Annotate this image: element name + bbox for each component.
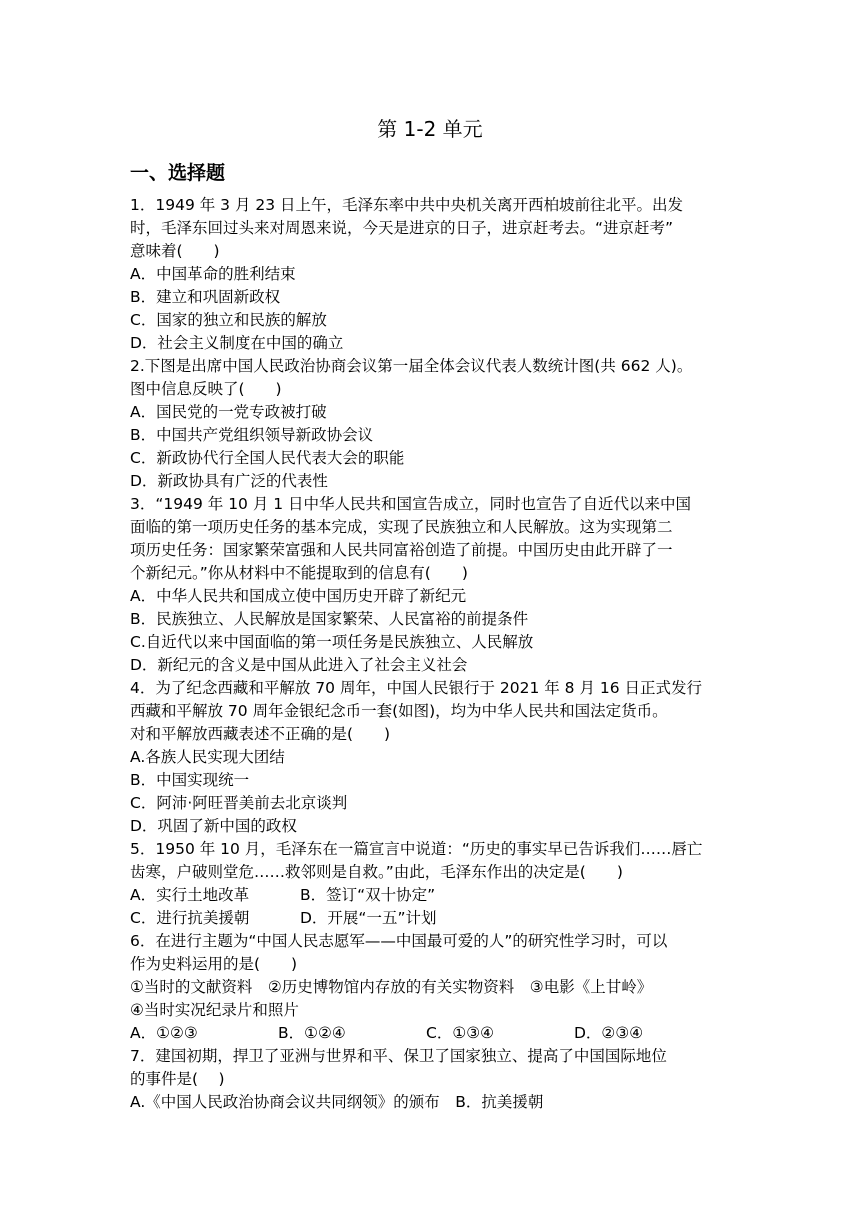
question-5-text: 齿寒，户破则堂危……救邻则是自救。”由此，毛泽东作出的决定是( ) — [130, 863, 623, 881]
question-4-option-d: D．巩固了新中国的政权 — [130, 817, 297, 835]
question-3-option-c: C.自近代以来中国面临的第一项任务是民族独立、人民解放 — [130, 633, 534, 651]
question-5-option-d: D．开展“一五”计划 — [300, 909, 437, 927]
question-4-text: 西藏和平解放 70 周年金银纪念币一套(如图)，均为中华人民共和国法定货币。 — [130, 702, 668, 720]
question-2-option-c: C．新政协代行全国人民代表大会的职能 — [130, 449, 405, 467]
question-2-text: 图中信息反映了( ) — [130, 380, 282, 398]
question-4-text: 对和平解放西藏表述不正确的是( ) — [130, 725, 391, 743]
question-3-text: 面临的第一项历史任务的基本完成，实现了民族独立和人民解放。这为实现第二 — [130, 518, 673, 536]
question-7-text: 的事件是( ) — [130, 1070, 225, 1088]
question-6-text: ④当时实况纪录片和照片 — [130, 1001, 299, 1019]
question-5-options-row — [130, 884, 740, 907]
question-4-text: 4．为了纪念西藏和平解放 70 周年，中国人民银行于 2021 年 8 月 16 日正式发行 — [130, 679, 703, 697]
question-3-text: 3．“1949 年 10 月 1 日中华人民共和国宣告成立，同时也宣告了自近代以来中国 — [130, 495, 692, 513]
question-4-option-a: A.各族人民实现大团结 — [130, 748, 285, 766]
question-2-text: 2.下图是出席中国人民政治协商会议第一届全体会议代表人数统计图(共 662 人)。 — [130, 357, 693, 375]
question-1-option-a: A．中国革命的胜利结束 — [130, 265, 296, 283]
question-6-text: 作为史料运用的是( ) — [130, 955, 298, 973]
question-1-text: 时，毛泽东回过头来对周恩来说，今天是进京的日子，进京赶考去。“进京赶考” — [130, 219, 674, 237]
question-2-option-d: D．新政协具有广泛的代表性 — [130, 472, 328, 490]
question-2-option-a: A．国民党的一党专政被打破 — [130, 403, 327, 421]
question-6-option-a: A．①②③ — [130, 1024, 198, 1042]
question-5-option-c: C．进行抗美援朝 — [130, 909, 250, 927]
question-1-option-c: C．国家的独立和民族的解放 — [130, 311, 327, 329]
question-4-option-b: B．中国实现统一 — [130, 771, 250, 789]
question-2-option-b: B．中国共产党组织领导新政协会议 — [130, 426, 374, 444]
question-1-option-b: B．建立和巩固新政权 — [130, 288, 281, 306]
question-7-option-a: A.《中国人民政治协商会议共同纲领》的颁布 — [130, 1093, 440, 1111]
question-7-options-row — [130, 1091, 740, 1114]
question-1-text: 1．1949 年 3 月 23 日上午，毛泽东率中共中央机关离开西柏坡前往北平。出发 — [130, 196, 684, 214]
question-6-options-row — [130, 1022, 740, 1045]
question-7-option-b: B．抗美援朝 — [455, 1093, 544, 1111]
question-3-text: 个新纪元。”你从材料中不能提取到的信息有( ) — [130, 564, 468, 582]
question-3-option-d: D．新纪元的含义是中国从此进入了社会主义社会 — [130, 656, 468, 674]
question-3-option-b: B．民族独立、人民解放是国家繁荣、人民富裕的前提条件 — [130, 610, 529, 628]
question-5-options-row — [130, 907, 740, 930]
question-3-text: 项历史任务：国家繁荣富强和人民共同富裕创造了前提。中国历史由此开辟了一 — [130, 541, 673, 559]
question-1-option-d: D．社会主义制度在中国的确立 — [130, 334, 344, 352]
question-6-option-c: C．①③④ — [426, 1024, 495, 1042]
question-6-option-b: B．①②④ — [278, 1024, 346, 1042]
question-6-option-d: D．②③④ — [574, 1024, 644, 1042]
question-7-text: 7．建国初期，捍卫了亚洲与世界和平、保卫了国家独立、提高了中国国际地位 — [130, 1047, 667, 1065]
question-6-text: ①当时的文献资料 ②历史博物馆内存放的有关实物资料 ③电影《上甘岭》 — [130, 978, 653, 996]
page-title: 第 1-2 单元 — [377, 117, 483, 141]
question-1-text: 意味着( ) — [130, 242, 220, 260]
question-6-text: 6．在进行主题为“中国人民志愿军——中国最可爱的人”的研究性学习时，可以 — [130, 932, 668, 950]
question-4-option-c: C．阿沛·阿旺晋美前去北京谈判 — [130, 794, 348, 812]
question-5-option-a: A．实行土地改革 — [130, 886, 250, 904]
question-3-option-a: A．中华人民共和国成立使中国历史开辟了新纪元 — [130, 587, 467, 605]
question-5-option-b: B．签订“双十协定” — [300, 886, 436, 904]
question-list — [130, 194, 740, 1114]
question-5-text: 5．1950 年 10 月，毛泽东在一篇宣言中说道：“历史的事实早已告诉我们……唇亡 — [130, 840, 703, 858]
section-heading: 一、选择题 — [130, 162, 226, 184]
